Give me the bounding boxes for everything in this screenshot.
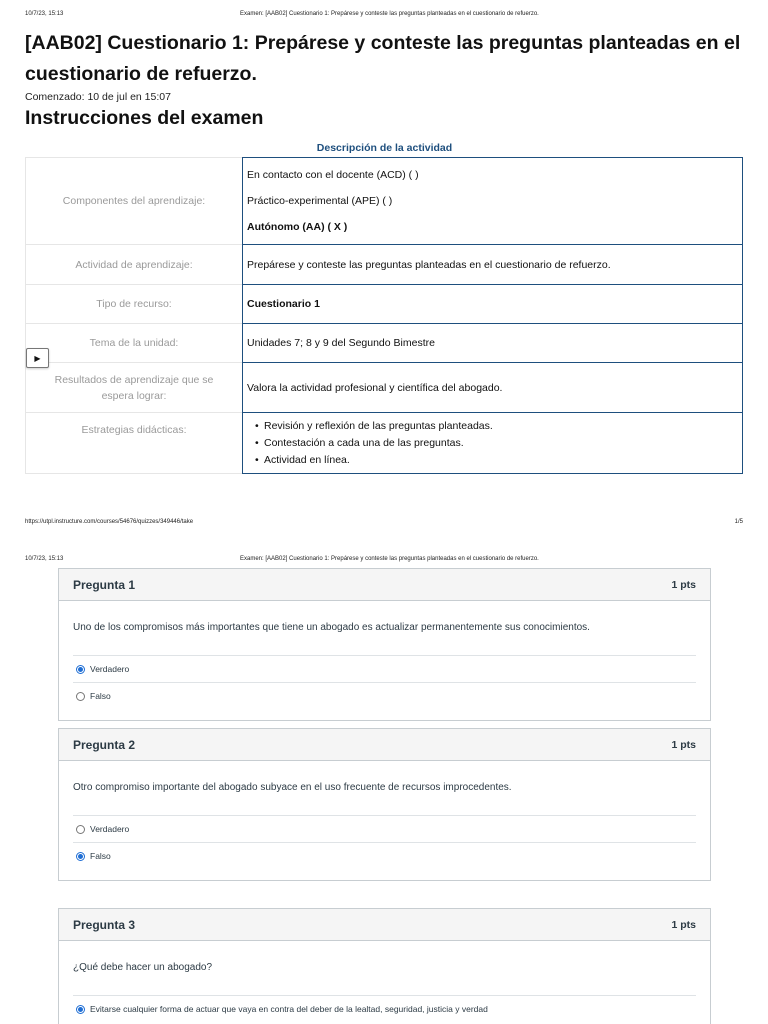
radio-button[interactable]	[76, 825, 85, 834]
answer-label: Verdadero	[90, 824, 130, 834]
row-components	[25, 157, 743, 245]
question-card-3	[58, 908, 711, 1024]
row-strategies	[25, 413, 743, 474]
component-ape: Práctico-experimental (APE) ( )	[247, 194, 393, 207]
play-button[interactable]	[26, 348, 49, 368]
question-header	[59, 729, 710, 761]
print-date: 10/7/23, 15:13	[25, 556, 64, 562]
answer-option-verdadero[interactable]	[73, 655, 696, 682]
answer-label: Evitarse cualquier forma de actuar que vaya en contra del deber de la lealtad, seguridad, justicia y verdad	[90, 1004, 488, 1014]
play-icon: ▶	[34, 353, 41, 363]
answer-option-verdadero[interactable]	[73, 815, 696, 842]
components-label: Componentes del aprendizaje:	[25, 157, 242, 245]
question-header	[59, 569, 710, 601]
activity-value: Prepárese y conteste las preguntas planteadas en el cuestionario de refuerzo.	[242, 245, 743, 285]
question-points: 1 pts	[671, 578, 696, 591]
row-results	[25, 363, 743, 413]
row-activity	[25, 245, 743, 285]
question-name: Pregunta 1	[73, 577, 136, 592]
strategies-list	[247, 418, 738, 469]
print-url: https://utpl.instructure.com/courses/54676/quizzes/349446/take	[25, 519, 194, 525]
question-name: Pregunta 3	[73, 917, 136, 932]
activity-label: Actividad de aprendizaje:	[25, 245, 242, 285]
question-points: 1 pts	[671, 738, 696, 751]
radio-button[interactable]	[76, 692, 85, 701]
question-points: 1 pts	[671, 918, 696, 931]
answer-label: Falso	[90, 691, 111, 701]
print-header	[25, 11, 743, 21]
row-resource	[25, 285, 743, 324]
results-value: Valora la actividad profesional y científica del abogado.	[242, 363, 743, 413]
component-aa: Autónomo (AA) ( X )	[247, 220, 348, 233]
radio-button-selected[interactable]	[76, 852, 85, 861]
quiz-title: [AAB02] Cuestionario 1: Prepárese y conteste las preguntas planteadas en el cuestionario de refuerzo.	[25, 32, 741, 85]
answer-option-1[interactable]	[73, 995, 696, 1022]
question-text: Otro compromiso importante del abogado subyace en el uso frecuente de recursos improcedentes.	[73, 782, 512, 793]
resource-value-text: Cuestionario 1	[247, 298, 320, 310]
question-card-1	[58, 568, 711, 721]
strategy-item: • Actividad en línea.	[255, 452, 738, 469]
activity-description-title: Descripción de la actividad	[316, 142, 453, 154]
answer-label: Verdadero	[90, 664, 130, 674]
answer-list	[73, 655, 696, 709]
radio-button-selected[interactable]	[76, 1005, 85, 1014]
started-text: Comenzado: 10 de jul en 15:07	[25, 91, 171, 103]
resource-value	[242, 285, 743, 324]
print-date: 10/7/23, 15:13	[25, 11, 64, 17]
strategy-item: • Contestación a cada una de las preguntas.	[255, 435, 738, 452]
results-label: Resultados de aprendizaje que se espera lograr:	[25, 363, 242, 413]
question-header	[59, 909, 710, 941]
row-topic	[25, 324, 743, 363]
answer-option-falso[interactable]	[73, 682, 696, 709]
activity-table	[25, 157, 743, 474]
strategy-item: • Revisión y reflexión de las preguntas planteadas.	[255, 418, 738, 435]
answer-label: Falso	[90, 851, 111, 861]
question-name: Pregunta 2	[73, 737, 136, 752]
component-acd: En contacto con el docente (ACD) ( )	[247, 168, 419, 181]
print-title: Examen: [AAB02] Cuestionario 1: Prepárese y conteste las preguntas planteadas en el cuestionario de refuerzo.	[240, 11, 539, 17]
answer-list	[73, 995, 696, 1022]
answer-option-falso[interactable]	[73, 842, 696, 869]
resource-label: Tipo de recurso:	[25, 285, 242, 324]
strategies-value	[242, 413, 743, 474]
strategies-label: Estrategias didácticas:	[25, 413, 242, 474]
radio-button-selected[interactable]	[76, 665, 85, 674]
print-header-page2	[25, 556, 743, 566]
topic-value: Unidades 7; 8 y 9 del Segundo Bimestre	[242, 324, 743, 363]
components-value	[242, 157, 743, 245]
question-text: Uno de los compromisos más importantes que tiene un abogado es actualizar permanentemente sus conocimientos.	[73, 622, 590, 633]
instructions-heading: Instrucciones del examen	[25, 107, 264, 129]
answer-list	[73, 815, 696, 869]
question-card-2	[58, 728, 711, 881]
question-text: ¿Qué debe hacer un abogado?	[73, 962, 212, 973]
topic-label: Tema de la unidad:	[25, 324, 242, 363]
print-page-number: 1/5	[734, 519, 743, 525]
print-title: Examen: [AAB02] Cuestionario 1: Prepárese y conteste las preguntas planteadas en el cuestionario de refuerzo.	[240, 556, 539, 562]
